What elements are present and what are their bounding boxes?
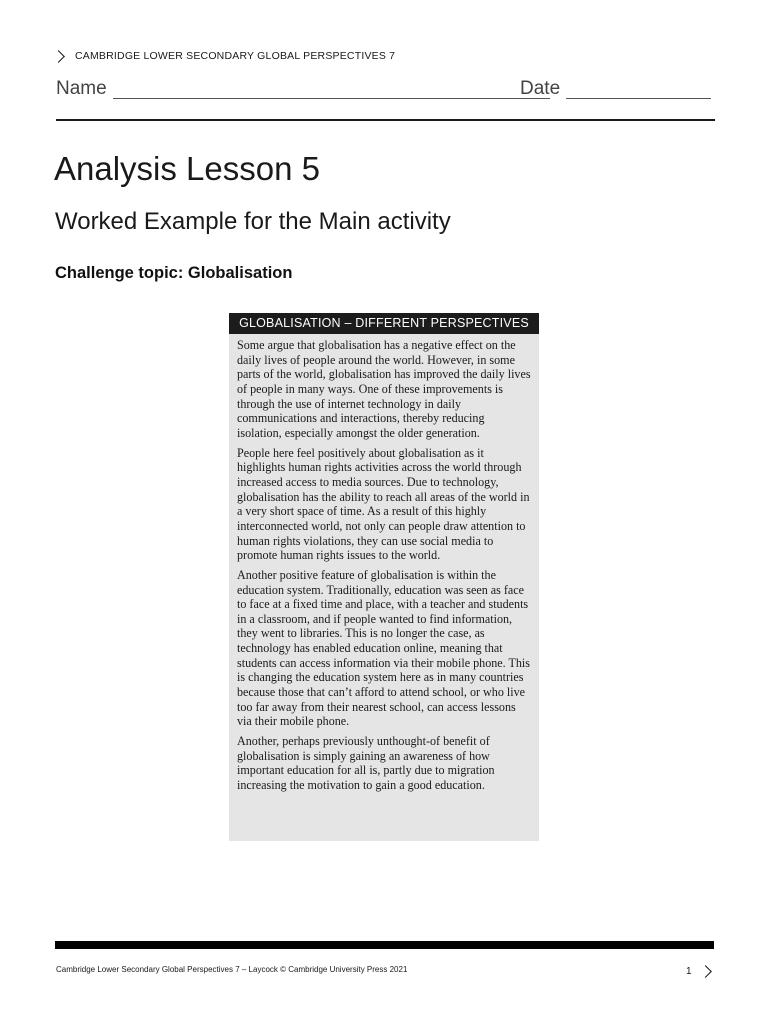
series-title: CAMBRIDGE LOWER SECONDARY GLOBAL PERSPECTIVES 7 xyxy=(75,50,396,62)
name-label: Name xyxy=(56,78,107,99)
challenge-topic: Challenge topic: Globalisation xyxy=(55,264,293,282)
date-field-line xyxy=(566,98,711,99)
text-box-paragraph: Another, perhaps previously unthought-of benefit of globalisation is simply gaining an awareness of how important education for all is, partly due to migration increasing the motivation to gain a good education. xyxy=(237,734,495,793)
series-header xyxy=(54,46,395,66)
text-box-paragraph: People here feel positively about globalisation as it highlights human rights activities across the world through increased access to media sources. Due to technology, globalisation has the ability to reach all areas of the world in a very short space of time. As a result of this highly interconnected world, not only can people draw attention to human rights violations, they can use social media to promote human rights issues to the world. xyxy=(237,445,530,563)
text-box-body xyxy=(229,334,539,793)
date-label: Date xyxy=(520,78,561,99)
name-date-row xyxy=(56,78,712,104)
footer-divider xyxy=(55,941,714,949)
name-field-line xyxy=(113,98,550,99)
chevron-right-icon xyxy=(52,50,65,63)
header-divider xyxy=(56,119,715,121)
footer-credit: Cambridge Lower Secondary Global Perspectives 7 – Laycock © Cambridge University Press 2021 xyxy=(56,965,408,974)
page-subtitle: Worked Example for the Main activity xyxy=(55,208,451,235)
text-box-paragraph: Some argue that globalisation has a negative effect on the daily lives of people around the world. However, in some parts of the world, globalisation has improved the daily lives of people in many ways. One of these improvements is through the use of internet technology in daily communications and interactions, thereby reducing isolation, especially amongst the older generation. xyxy=(237,338,531,440)
next-page-chevron-icon xyxy=(699,965,712,978)
page-number: 1 xyxy=(686,966,692,977)
page-title: Analysis Lesson 5 xyxy=(54,150,320,187)
globalisation-text-box xyxy=(229,313,539,841)
text-box-paragraph: Another positive feature of globalisation is within the education system. Traditionally, education was seen as face to face at a fixed time and place, with a teacher and students in a classroom, and if people wanted to find information, they went to libraries. This is no longer the case, as technology has enabled education online, meaning that students can access information via their mobile phone. This is changing the education system here as in many countries because those that can’t afford to attend school, or who live too far away from their nearest school, can access lessons via their mobile phone. xyxy=(237,567,530,729)
text-box-heading: GLOBALISATION – DIFFERENT PERSPECTIVES xyxy=(229,313,539,334)
